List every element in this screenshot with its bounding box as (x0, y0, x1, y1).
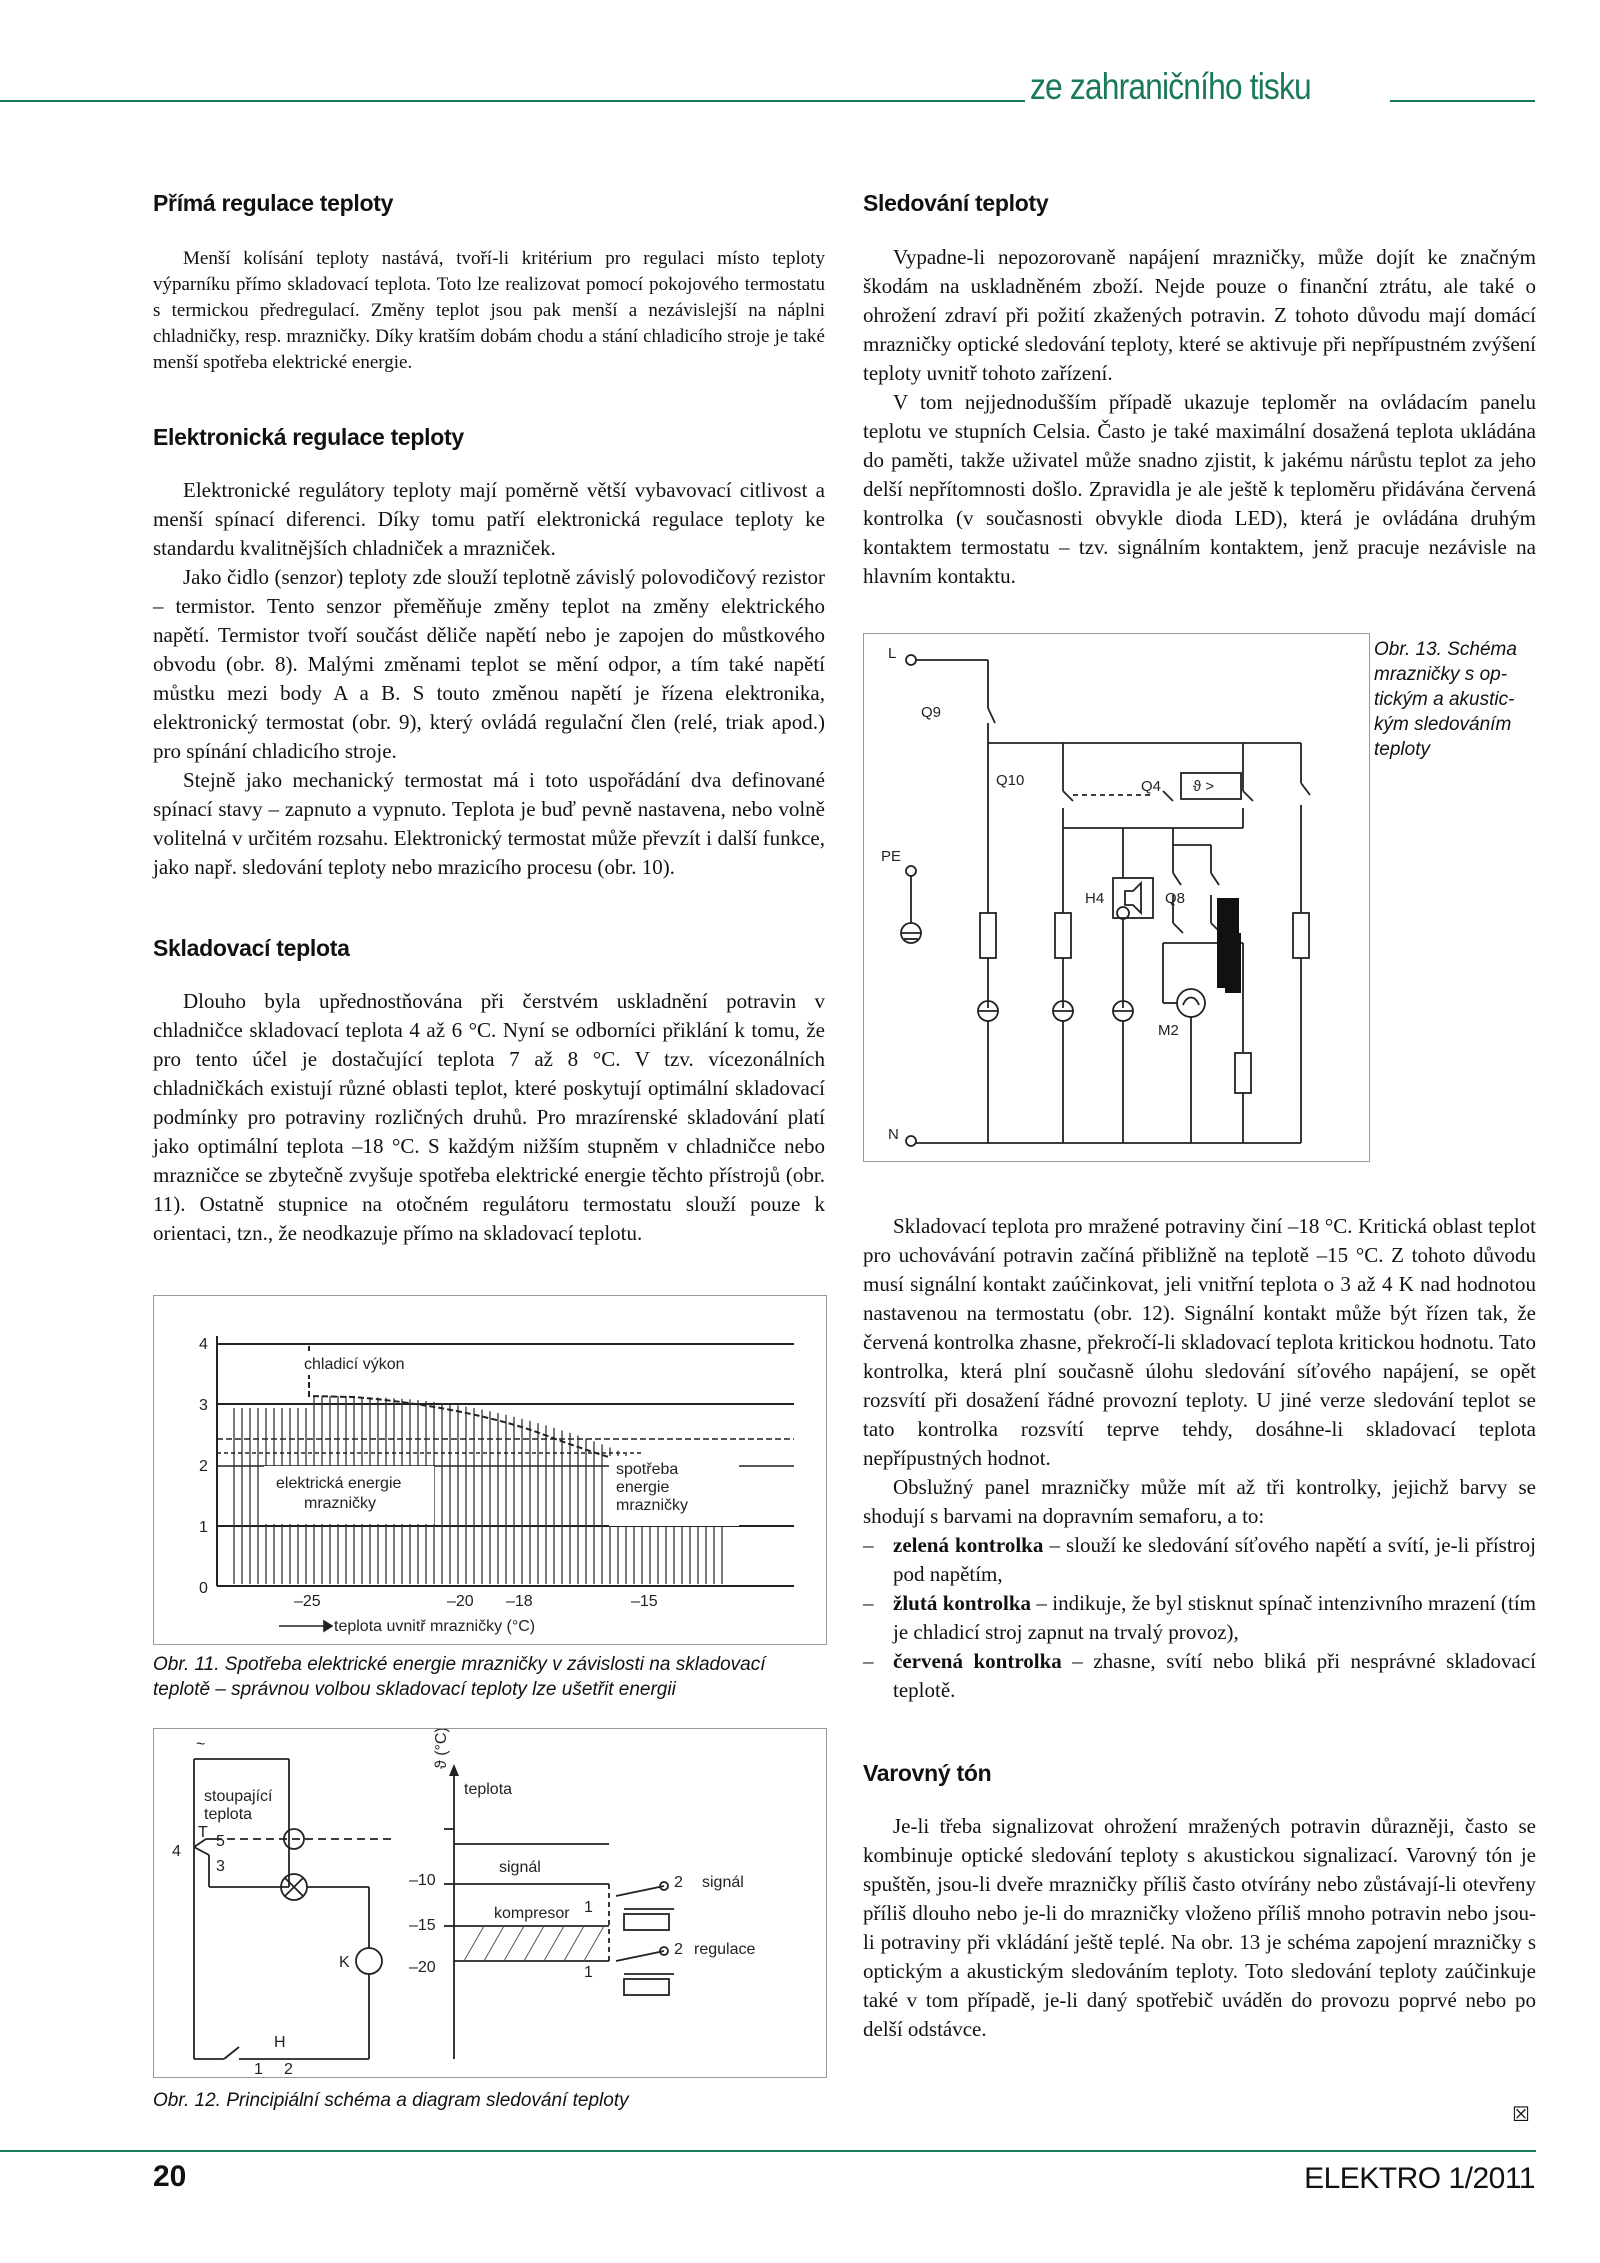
paragraph: Skladovací teplota pro mražené potraviny činí –18 °C. Kritická oblast teplot pro uchovávání potravin začíná přibližně na teplotě –15 °C. Z tohoto důvodu musí signální kontakt zaúčinkovat, jeli vnitřní teplota o 3 až 4 K nad hodnotou nastavenou na termostatu (obr. 12). Signální kontakt může být řízen tak, že červená kontrolka zhasne, překročí-li skladovací teplota kritickou hodnotu. Tato kontrolka, která plní současně úlohu sledování síťového napájení, se opět rozsvítí při dosažení řádné provozní teploty. U jiné verze sledování teplot se tato kontrolka rozsvítí teprve tehdy, dosáhne-li skladovací teplota nepřípustných hodnot. (863, 1214, 1536, 1470)
switch-2: 2 (674, 1941, 683, 1958)
x-tick: –25 (294, 1593, 321, 1610)
label-consumption: energie (616, 1479, 670, 1496)
caption-line: kým sledováním (1374, 714, 1512, 735)
label-signal: signál (499, 1859, 541, 1876)
para-warning-tone (863, 1812, 1536, 2044)
caption-line: Obr. 13. Schéma (1374, 639, 1517, 660)
list-term: zelená kontrolka (893, 1533, 1044, 1557)
list-item (863, 1531, 1536, 1589)
switch-1: 1 (584, 1899, 593, 1916)
y-tick: 0 (199, 1580, 208, 1597)
label-temp: teplota (464, 1781, 513, 1798)
label-Q4-box: ϑ > (1193, 778, 1215, 795)
label-consumption: spotřeba (616, 1461, 679, 1478)
page-number: 20 (153, 2160, 187, 2193)
magazine-issue: ELEKTRO 1/2011 (1304, 2162, 1535, 2195)
heading-direct-regulation: Přímá regulace teploty (153, 190, 394, 216)
list-text: – indikuje, že byl stisknut spínač intenzivního mrazení (tím je chladicí stroj zapnut na trvalý provoz), (893, 1591, 1536, 1644)
label-2: 2 (284, 2061, 293, 2077)
label-M2: M2 (1158, 1022, 1179, 1039)
list-term: žlutá kontrolka (893, 1591, 1032, 1615)
label-Q10: Q10 (996, 772, 1025, 789)
label-Q8: Q8 (1165, 890, 1186, 907)
header-rule-left (0, 100, 1025, 102)
label-sw-regulation: regulace (694, 1941, 756, 1958)
label-energy: elektrická energie (276, 1475, 402, 1492)
label-5: 5 (216, 1833, 225, 1850)
label-L: L (888, 645, 897, 662)
caption-line: tickým a akustic- (1374, 689, 1515, 710)
label-cooling-power: chladicí výkon (304, 1356, 405, 1373)
paragraph: Obslužný panel mrazničky může mít až tři kontrolky, jejichž barvy se shodují s barvami na dopravním semaforu, a to: (863, 1475, 1536, 1528)
label-3: 3 (216, 1858, 225, 1875)
switch-1: 1 (584, 1964, 593, 1981)
label-N: N (888, 1126, 899, 1143)
label-rising: stoupající (204, 1788, 273, 1805)
x-tick: –18 (506, 1593, 533, 1610)
para-electronic-regulation (153, 476, 825, 882)
paragraph: V tom nejjednodušším případě ukazuje teploměr na ovládacím panelu teplotu ve stupních Celsia. Často je také maximální dosažená teplota ukládána do paměti, takže uživatel může snadno zjistit, k jakému nárůstu teplot za jeho delší nepřítomnosti došlo. Zpravidla je ale ještě k teploměru přidávána červená kontrolka (v současnosti obvykle dioda LED), která je ovládána druhým kontaktem termostatu – tzv. signálním kontaktem, jenž pracuje nezávisle na hlavním kontaktu. (863, 390, 1536, 588)
indicator-list (863, 1531, 1536, 1705)
paragraph: Vypadne-li nepozorovaně napájení mrazničky, může dojít ke značným škodám na uskladněném zboží. Nejde pouze o finanční ztrátu, ale také o ohrožení zdraví při požití zkažených potravin. Z tohoto důvodu mají domácí mrazničky optické sledování teploty, které se aktivuje při nepřípustném zvýšení teploty uvnitř tohoto zařízení. (863, 245, 1536, 385)
figure-12-graphic (154, 1729, 826, 2077)
list-item (863, 1589, 1536, 1647)
list-item (863, 1647, 1536, 1705)
figure-12 (153, 1728, 827, 2078)
footer-rule (0, 2150, 1536, 2152)
figure-13-caption (1374, 637, 1534, 762)
label-1: 1 (254, 2061, 263, 2077)
label-tilde: ~ (196, 1736, 206, 1753)
caption-line: mrazničky s op- (1374, 664, 1508, 685)
list-term: červená kontrolka (893, 1649, 1062, 1673)
switch-2: 2 (674, 1874, 683, 1891)
y-axis-label: ϑ (°C) (433, 1729, 450, 1769)
para-monitoring (863, 243, 1536, 591)
figure-11-caption: Obr. 11. Spotřeba elektrické energie mrazničky v závislosti na skladovací teplotě – správnou volbou skladovací teploty lze ušetřit energii (153, 1654, 766, 1700)
y-tick: –15 (409, 1917, 436, 1934)
x-axis-label: teplota uvnitř mrazničky (°C) (334, 1618, 536, 1635)
label-H: H (274, 2034, 286, 2051)
label-compressor: kompresor (494, 1905, 570, 1922)
section-title: ze zahraničního tisku (1030, 66, 1311, 107)
label-Q4: Q4 (1141, 778, 1162, 795)
paragraph: Stejně jako mechanický termostat má i toto uspořádání dva definované spínací stavy – zapnuto a vypnuto. Teplota je buď pevně nastavena, nebo volně volitelná v určitém rozsahu. Elektronický termostat může převzít i další funkce, jako např. sledování teploty nebo mrazicího procesu (obr. 10). (153, 768, 825, 879)
label-Q9: Q9 (921, 704, 942, 721)
label-H4: H4 (1085, 890, 1105, 907)
figure-11-graphic (154, 1296, 826, 1644)
label-energy: mrazničky (304, 1495, 377, 1512)
label-sw-signal: signál (702, 1874, 744, 1891)
paragraph: Elektronické regulátory teploty mají poměrně větší vybavovací citlivost a menší spínací diferenci. Díky tomu patří elektronická regulace teploty ke standardu kvalitnějších chladniček a mrazniček. (153, 478, 825, 560)
label-T: T (198, 1824, 208, 1841)
x-tick: –15 (631, 1593, 658, 1610)
y-tick: –20 (409, 1959, 436, 1976)
para-direct-regulation (153, 246, 825, 376)
paragraph: Je-li třeba signalizovat ohrožení mražených potravin důrazněji, často se kombinuje optické sledování teploty s akustickou signalizací. Varovný tón je spuštěn, jsou-li dveře mrazničky příliš často otvírány nebo zůstávají-li otevřeny příliš dlouho nebo je-li do mrazničky vloženo příliš mnoho potravin nebo jsou-li potraviny při vkládání ještě teplé. Na obr. 13 je schéma zapojení mrazničky s optickým a akustickým sledováním teploty. Toto sledování teploty zaúčinkuje také v tom případě, je-li daný spotřebič uváděn do provozu poprvé nebo po delší odstávce. (863, 1814, 1536, 2041)
label-K: K (339, 1954, 350, 1971)
figure-11 (153, 1295, 827, 1645)
label-consumption: mrazničky (616, 1497, 689, 1514)
heading-electronic-regulation: Elektronická regulace teploty (153, 424, 464, 450)
caption-line: teploty (1374, 739, 1430, 760)
y-tick: 1 (199, 1519, 208, 1536)
list-text: – slouží ke sledování síťového napětí a svítí, je-li přístroj pod napětím, (893, 1533, 1536, 1586)
para-storage-critical (863, 1212, 1536, 1705)
list-text: – zhasne, svítí nebo bliká při nesprávné skladovací teplotě. (893, 1649, 1536, 1702)
y-tick: 4 (199, 1336, 208, 1353)
figure-13 (863, 633, 1536, 1163)
label-rising: teplota (204, 1806, 253, 1823)
y-tick: 2 (199, 1458, 208, 1475)
header-rule-right (1390, 100, 1535, 102)
y-tick: 3 (199, 1397, 208, 1414)
figure-12-caption: Obr. 12. Principiální schéma a diagram sledování teploty (153, 2090, 629, 2111)
heading-temperature-monitoring: Sledování teploty (863, 190, 1049, 216)
heading-storage-temperature: Skladovací teplota (153, 935, 350, 961)
x-tick: –20 (447, 1593, 474, 1610)
label-PE: PE (881, 848, 902, 865)
heading-warning-tone: Varovný tón (863, 1760, 992, 1786)
para-storage-temperature (153, 987, 825, 1248)
label-4: 4 (172, 1843, 181, 1860)
y-tick: –10 (409, 1872, 436, 1889)
paragraph: Dlouho byla upřednostňována při čerstvém uskladnění potravin v chladničce skladovací teplota 4 až 6 °C. Nyní se odborníci přiklání k tomu, že pro tento účel je dostačující teplota 7 až 8 °C. V tzv. vícezonálních chladničkách existují různé oblasti teplot, které poskytují optimální skladovací podmínky pro potraviny rozličných druhů. Pro mrazírenské skladování platí jako optimální teplota –18 °C. S každým nižším stupněm v chladničce nebo mrazničce se zbytečně zvyšuje spotřeba elektrické energie těchto přístrojů (obr. 11). Ostatně stupnice na otočném regulátoru termostatu slouží pouze k orientaci, tzn., že neodkazuje přímo na skladovací teplotu. (153, 989, 825, 1245)
paragraph: Menší kolísání teploty nastává, tvoří-li kritérium pro regulaci místo teploty výparníku přímo skladovací teplota. Toto lze realizovat pomocí pokojového termostatu s termickou předregulací. Změny teplot jsou pak menší a nezávislejší na náplni chladničky, resp. mrazničky. Díky kratším dobám chodu a stání chladicího stroje je také menší spotřeba elektrické energie. (153, 248, 825, 373)
paragraph: Jako čidlo (senzor) teploty zde slouží teplotně závislý polovodičový rezistor – termistor. Tento senzor přeměňuje změny teplot na změny elektrického napětí. Termistor tvoří součást děliče napětí nebo je zapojen do můstkového obvodu (obr. 8). Malými změnami teplot se mění odpor, a tím také napětí můstku mezi body A a B. S touto změnou napětí je řízena elektronika, elektronický termostat (obr. 9), který ovládá regulační člen (relé, triak apod.) pro spínání chladicího stroje. (153, 565, 825, 763)
end-mark: ☒ (1512, 2102, 1530, 2126)
